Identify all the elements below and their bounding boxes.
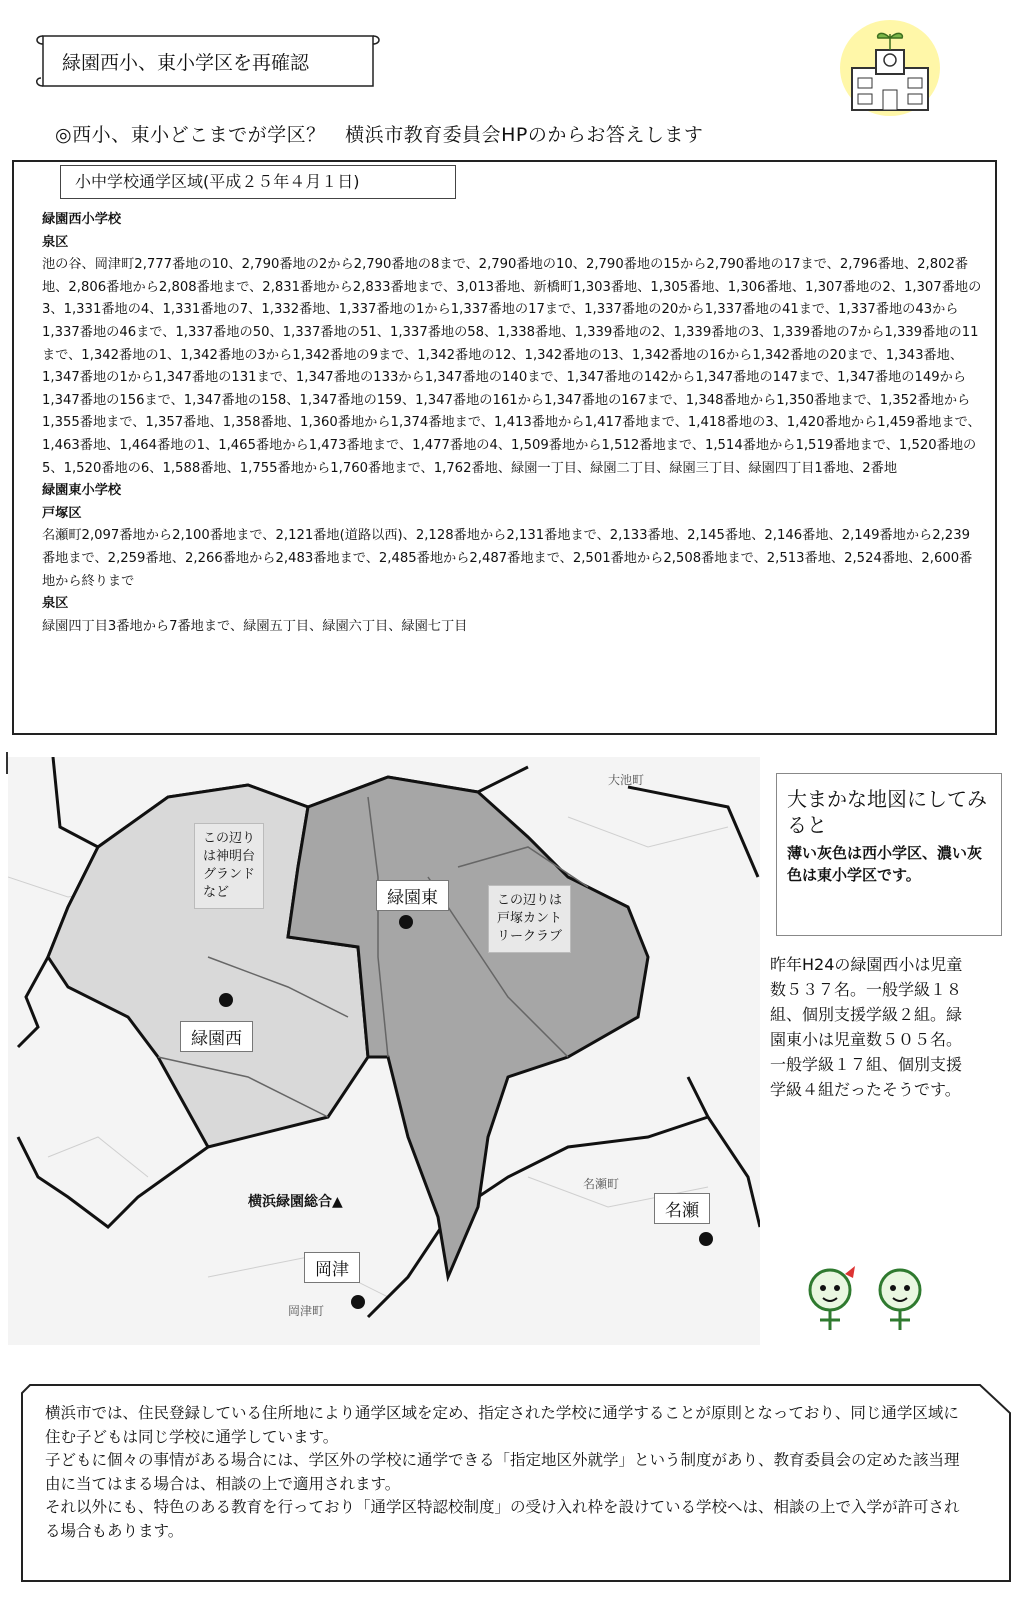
legend-description: 薄い灰色は西小学区、濃い灰色は東小学区です。 <box>787 844 983 884</box>
map-town-naze: 名瀬町 <box>583 1177 620 1191</box>
district-box-title: 小中学校通学区域(平成２５年４月１日) <box>60 165 456 199</box>
label-midorien-east: 緑園東 <box>376 880 449 911</box>
map-town-okazu: 岡津町 <box>288 1304 325 1318</box>
east-ward-totsuka: 戸塚区 <box>42 505 82 521</box>
midorien-higashi-marker <box>399 915 413 929</box>
note-shinmeidai: この辺り は神明台 グランド など <box>194 823 264 909</box>
west-district-text: 池の谷、岡津町2,777番地の10、2,790番地の2から2,790番地の8まで、2,790番地の10、2,790番地の15から2,790番地の17まで、2,796番地、2,802番地、2,806番地から2,808番地まで、2,831番地から2,833番地まで、3,013番地、新橋町1,303番地、1,305番地、1,306番地、1,307番地の2、1,307番地の3、1,331番地の4、1,331番地の7、1,332番地、1,337番地の1から1,337番地の17まで、1,337番地の20から1,337番地の41まで、1,337番地の43から1,337番地の46まで、1,337番地の50、1,337番地の51、1,337番地の58、1,338番地、1,339番地の2、1,339番地の3、1,339番地の7から1,339番地の11まで、1,342番地の1、1,342番地の3から1,342番地の9まで、1,342番地の12、1,342番地の13、1,342番地の16から1,342番地の20まで、1,343番地、1,347番地の1から1,347番地の131まで、1,347番地の133から1,347番地の140まで、1,347番地の142から1,347番地の147まで、1,347番地の149から1,347番地の156まで、1,347番地の158、1,347番地の159、1,347番地の161から1,347番地の167まで、1,348番地から1,350番地まで、1,352番地から1,355番地まで、1,357番地、1,358番地、1,360番地から1,374番地まで、1,413番地から1,417番地まで、1,418番地の3、1,420番地から1,459番地まで、1,463番地、1,464番地の1、1,465番地から1,473番地まで、1,477番地の4、1,509番地から1,512番地まで、1,514番地から1,519番地まで、1,520番地の5、1,520番地の6、1,588番地、1,755番地から1,760番地まで、1,762番地、緑園一丁目、緑園二丁目、緑園三丁目、緑園四丁目1番地、2番地 <box>42 257 982 476</box>
legend-title: 大まかな地図にしてみると <box>787 787 987 837</box>
school-logo-icon <box>830 12 950 120</box>
label-midorien-west: 緑園西 <box>180 1021 253 1052</box>
map-legend-box <box>776 773 1002 936</box>
banner-title: 緑園西小、東小学区を再確認 <box>62 52 310 74</box>
map-town-oike: 大池町 <box>608 773 645 787</box>
east-school-heading: 緑園東小学校 <box>42 483 122 499</box>
west-school-heading: 緑園西小学校 <box>42 212 122 227</box>
naze-marker <box>699 1232 713 1246</box>
note-totsuka-country-club: この辺りは 戸塚カント リークラブ <box>488 885 571 953</box>
district-map <box>8 757 760 1345</box>
subtitle: ◎西小、東小どこまでが学区？ 横浜市教育委員会HPのからお答えします <box>55 124 704 146</box>
label-okazu: 岡津 <box>304 1252 360 1283</box>
student-stats: 昨年H24の緑園西小は児童数５３７名。一般学級１８組、個別支援学級２組。緑園東小は児童数５０５名。一般学級１７組、個別支援学級４組だったそうです。 <box>770 955 963 1099</box>
east-district-text-izumi: 緑園四丁目3番地から7番地まで、緑園五丁目、緑園六丁目、緑園七丁目 <box>42 618 468 634</box>
bottom-note-text: 横浜市では、住民登録している住所地により通学区域を定め、指定された学校に通学することが原則となっており、同じ通学区域に住む子どもは同じ学校に通学しています。 子どもに個々の事情がある場合には、学区外の学校に通学できる「指定地区外就学」という制度があり、教育委員会の定めた該当理由に当てはまる場合は、相談の上で適用されます。 それ以外にも、特色のある教育を行っており「通学区特認校制度」の受け入れ枠を設けている学校へは、相談の上で入学が許可される場合もあります。 <box>45 1404 960 1540</box>
district-list <box>42 209 982 638</box>
okazu-marker <box>351 1295 365 1309</box>
west-ward: 泉区 <box>42 234 69 250</box>
mascot-characters-icon <box>795 1260 935 1350</box>
midorien-nishi-marker <box>219 993 233 1007</box>
map-canvas <box>8 757 760 1345</box>
east-district-text-totsuka: 名瀬町2,097番地から2,100番地まで、2,121番地(道路以西)、2,128番地から2,131番地まで、2,133番地、2,145番地、2,146番地、2,149番地から2,239番地まで、2,259番地、2,266番地から2,483番地まで、2,485番地から2,487番地まで、2,501番地から2,508番地まで、2,513番地、2,524番地、2,600番地から終りまで <box>42 528 973 589</box>
label-yokohama-ryokuen-sogo: 横浜緑園総合▲ <box>248 1191 343 1211</box>
label-naze: 名瀬 <box>654 1193 710 1224</box>
east-ward-izumi: 泉区 <box>42 596 69 612</box>
